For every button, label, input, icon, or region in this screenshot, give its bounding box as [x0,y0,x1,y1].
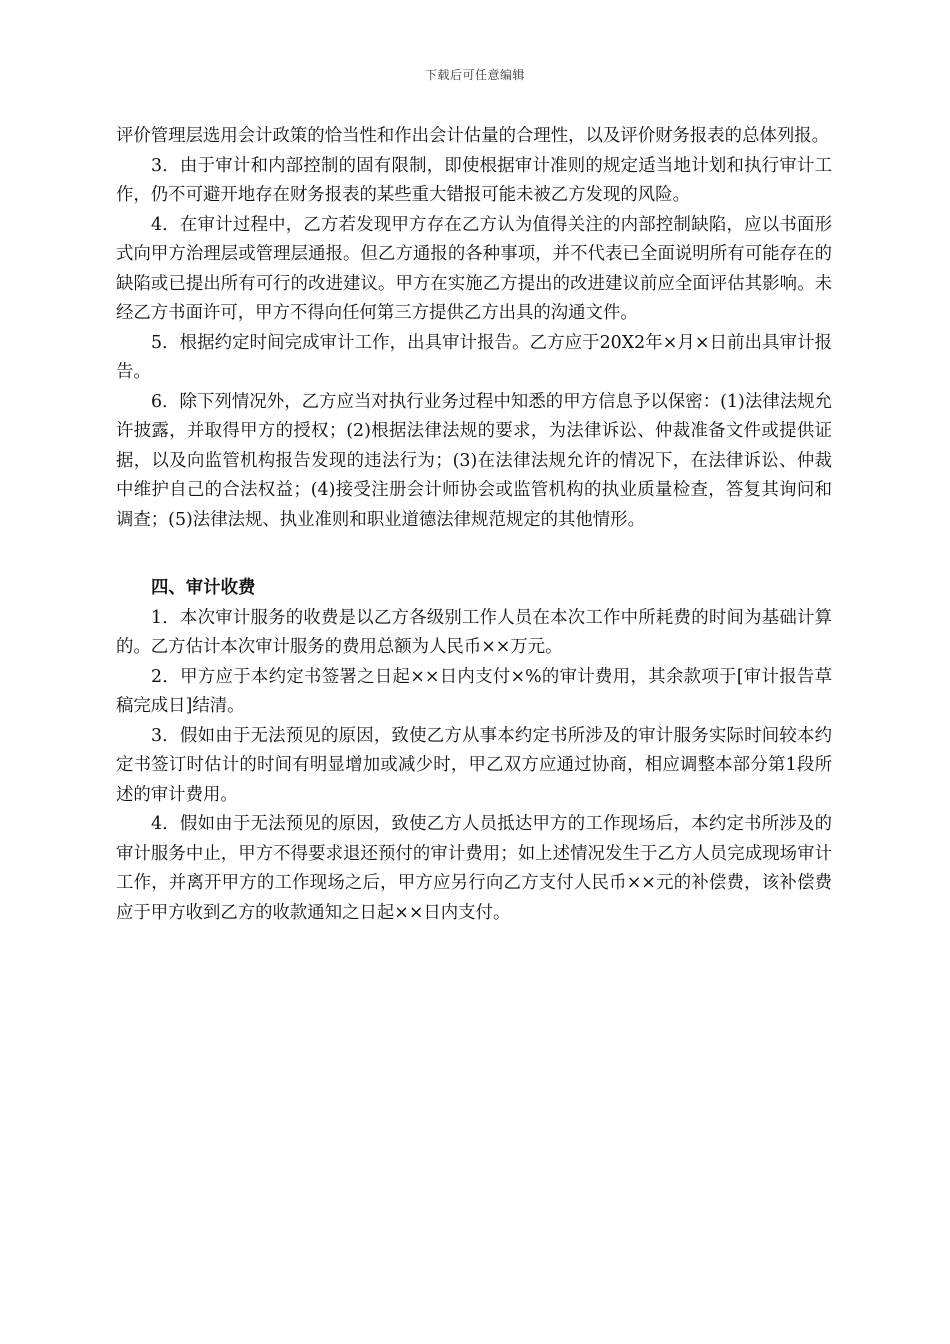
paragraph-item-3: 3．由于审计和内部控制的固有限制，即使根据审计准则的规定适当地计划和执行审计工作，仍不可避开地存在财务报表的某些重大错报可能未被乙方发现的风险。 [116,155,832,205]
fees-paragraph-3: 3．假如由于无法预见的原因，致使乙方从事本约定书所涉及的审计服务实际时间较本约定书签订时估计的时间有明显增加或减少时，甲乙双方应通过协商，相应调整本部分第1段所述的审计费用。 [116,725,832,805]
document-body [116,122,832,928]
header-note: 下载后可任意编辑 [424,68,525,82]
paragraph-item-5: 5．根据约定时间完成审计工作，出具审计报告。乙方应于20X2年×月×日前出具审计报告。 [116,332,832,382]
fees-paragraph-4: 4．假如由于无法预见的原因，致使乙方人员抵达甲方的工作现场后，本约定书所涉及的审计服务中止，甲方不得要求退还预付的审计费用；如上述情况发生于乙方人员完成现场审计工作，并离开甲方的工作现场之后，甲方应另行向乙方支付人民币××元的补偿费，该补偿费应于甲方收到乙方的收款通知之日起××日内支付。 [116,814,832,923]
paragraph-continuation: 评价管理层选用会计政策的恰当性和作出会计估量的合理性，以及评价财务报表的总体列报。 [116,126,830,146]
paragraph-item-4: 4．在审计过程中，乙方若发现甲方存在乙方认为值得关注的内部控制缺陷，应以书面形式向甲方治理层或管理层通报。但乙方通报的各种事项，并不代表已全面说明所有可能存在的缺陷或已提出所有可行的改进建议。甲方在实施乙方提出的改进建议前应全面评估其影响。未经乙方书面许可，甲方不得向任何第三方提供乙方出具的沟通文件。 [116,214,832,323]
paragraph-item-6: 6．除下列情况外，乙方应当对执行业务过程中知悉的甲方信息予以保密：(1)法律法规允许披露，并取得甲方的授权；(2)根据法律法规的要求，为法律诉讼、仲裁准备文件或提供证据，以及向监管机构报告发现的违法行为；(3)在法律法规允许的情况下，在法律诉讼、仲裁中维护自己的合法权益；(4)接受注册会计师协会或监管机构的执业质量检查，答复其询问和调查；(5)法律法规、执业准则和职业道德法律规范规定的其他情形。 [116,391,832,530]
fees-paragraph-2: 2．甲方应于本约定书签署之日起××日内支付×%的审计费用，其余款项于[审计报告草稿完成日]结清。 [116,666,832,716]
section-title-fees: 四、审计收费 [151,578,256,598]
fees-paragraph-1: 1．本次审计服务的收费是以乙方各级别工作人员在本次工作中所耗费的时间为基础计算的。乙方估计本次审计服务的费用总额为人民币××万元。 [116,607,832,657]
